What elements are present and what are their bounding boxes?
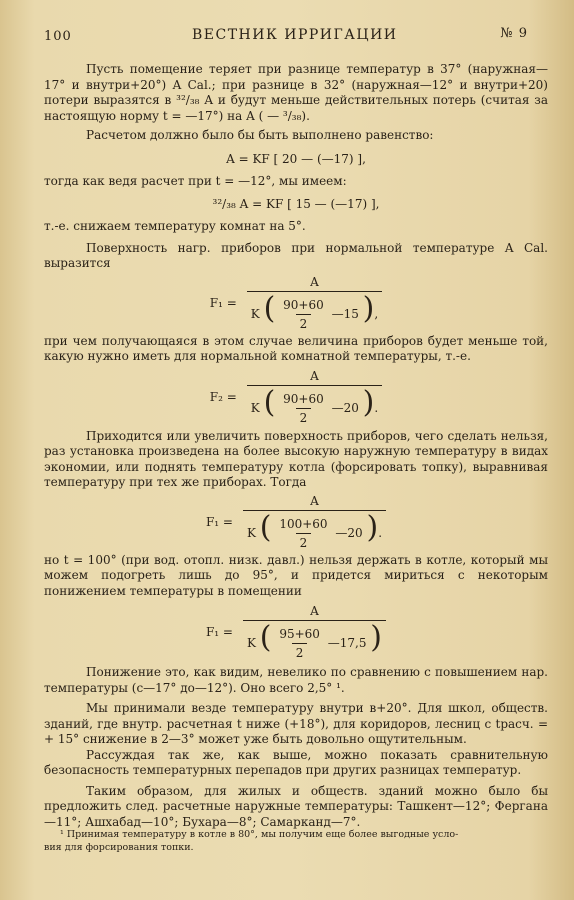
- formula-f3: F₁ = A K ( $\frac{100+60}{2}$ —20 ).: [44, 491, 548, 553]
- formula-f4: F₁ = A K ( $\frac{95+60}{2}$ —17,5 ): [44, 599, 548, 665]
- footnote: [44, 828, 550, 854]
- formula-f1-numerator: A: [310, 274, 319, 289]
- formula-f2-lhs: F₂ =: [209, 389, 237, 404]
- footnote-line-2: вия для форсирования топки.: [44, 842, 194, 853]
- formula-f2-k: K: [250, 400, 260, 415]
- formula-f4-tail: —17,5: [327, 636, 367, 650]
- formula-f3-inner-num: 100+60: [279, 516, 328, 531]
- paragraph-5: Поверхность нагр. приборов при нормальной температуре A Cal. выразится: [44, 240, 548, 270]
- equation-1: A = KF [ 20 — (—17) ],: [226, 151, 366, 166]
- paragraph-2: Расчетом должно было бы быть выполнено равенство:: [86, 128, 434, 142]
- formula-f1-inner-den: 2: [296, 314, 312, 331]
- formula-f4-numerator: A: [310, 604, 319, 618]
- formula-f1-lhs: F₁ =: [209, 295, 237, 310]
- article-body: [44, 62, 548, 830]
- formula-f4-k: K: [246, 636, 256, 650]
- paragraph-10: Мы принимали везде температуру внутри в+20°. Для школ, обществ. зданий, где внутр. расчетная t ниже (+18°), для коридоров, лесниц с tрасч. = + 15° снижение в 2—3° может уже быть довольно ощутительным.: [44, 701, 548, 746]
- formula-f3-inner-den: 2: [296, 533, 312, 550]
- paragraph-1: Пусть помещение теряет при разнице температур в 37° (наружная—17° и внутри+20°) A Cal.; при разнице в 32° (наружная—12° и внутри+20) потери выразятся в ³²/₃₈ A и будут меньше действительных потерь (считая за настоящую норму t = —17°) на A ( — ³/₃₈).: [44, 62, 548, 123]
- formula-f4-inner-num: 95+60: [279, 627, 320, 641]
- paragraph-8: но t = 100° (при вод. отопл. низк. давл.) нельзя держать в котле, который мы можем подогреть лишь до 95°, и придется мириться с некоторым понижением температуры в помещении: [44, 552, 548, 598]
- formula-f3-k: K: [246, 525, 256, 540]
- formula-f2-numerator: A: [310, 368, 319, 383]
- paragraph-4: т.-е. снижаем температуру комнат на 5°.: [44, 219, 306, 233]
- footnote-line-1: ¹ Принимая температуру в котле в 80°, мы получим еще более выгодные усло-: [60, 829, 459, 840]
- paragraph-9: Понижение это, как видим, невелико по сравнению с повышением нар. температуры (с—17° до—12°). Оно всего 2,5° ¹.: [44, 665, 548, 695]
- equation-2: ³²/₃₈ A = KF [ 15 — (—17) ],: [212, 197, 380, 211]
- journal-title: ВЕСТНИК ИРРИГАЦИИ: [192, 27, 398, 43]
- formula-f3-lhs: F₁ =: [205, 514, 233, 529]
- formula-f3-tail: —20: [335, 525, 363, 540]
- formula-f2-tail: —20: [331, 400, 359, 415]
- paragraph-11: Рассуждая так же, как выше, можно показать сравнительную безопасность температурных перепадов при других разницах температур.: [44, 747, 548, 777]
- formula-f2: F₂ = A K ( $\frac{90+60}{2}$ —20 ).: [44, 365, 548, 429]
- formula-f1-k: K: [250, 306, 260, 321]
- formula-f1-tail: —15: [331, 306, 359, 321]
- formula-f2-inner-num: 90+60: [283, 391, 324, 406]
- formula-f1: F₁ = A K ( $\frac{90+60}{2}$ —15 ),: [44, 272, 548, 334]
- formula-f2-inner-den: 2: [296, 408, 312, 425]
- formula-f4-inner-den: 2: [292, 643, 308, 660]
- paragraph-12: Таким образом, для жилых и обществ. зданий можно было бы предложить след. расчетные наружные температуры: Ташкент—12°; Фергана—11°; Ашхабад—10°; Бухара—8°; Самарканд—7°.: [44, 783, 548, 829]
- page-number: 100: [44, 29, 72, 44]
- paragraph-6: при чем получающаяся в этом случае величина приборов будет меньше той, какую нужно иметь для нормальной комнатной температуры, т.-е.: [44, 333, 548, 363]
- running-header: [44, 26, 532, 46]
- paragraph-7: Приходится или увеличить поверхность приборов, чего сделать нельзя, раз установка произведена на более высокую наружную температуру в видах экономии, или поднять температуру котла (форсировать топку), выравнивая температуру при тех же приборах. Тогда: [44, 428, 548, 489]
- formula-f4-lhs: F₁ =: [205, 625, 233, 639]
- paragraph-3: тогда как ведя расчет при t = —12°, мы имеем:: [44, 173, 347, 188]
- formula-f3-numerator: A: [310, 493, 319, 508]
- formula-f1-inner-num: 90+60: [283, 297, 324, 312]
- issue-number: № 9: [500, 26, 528, 41]
